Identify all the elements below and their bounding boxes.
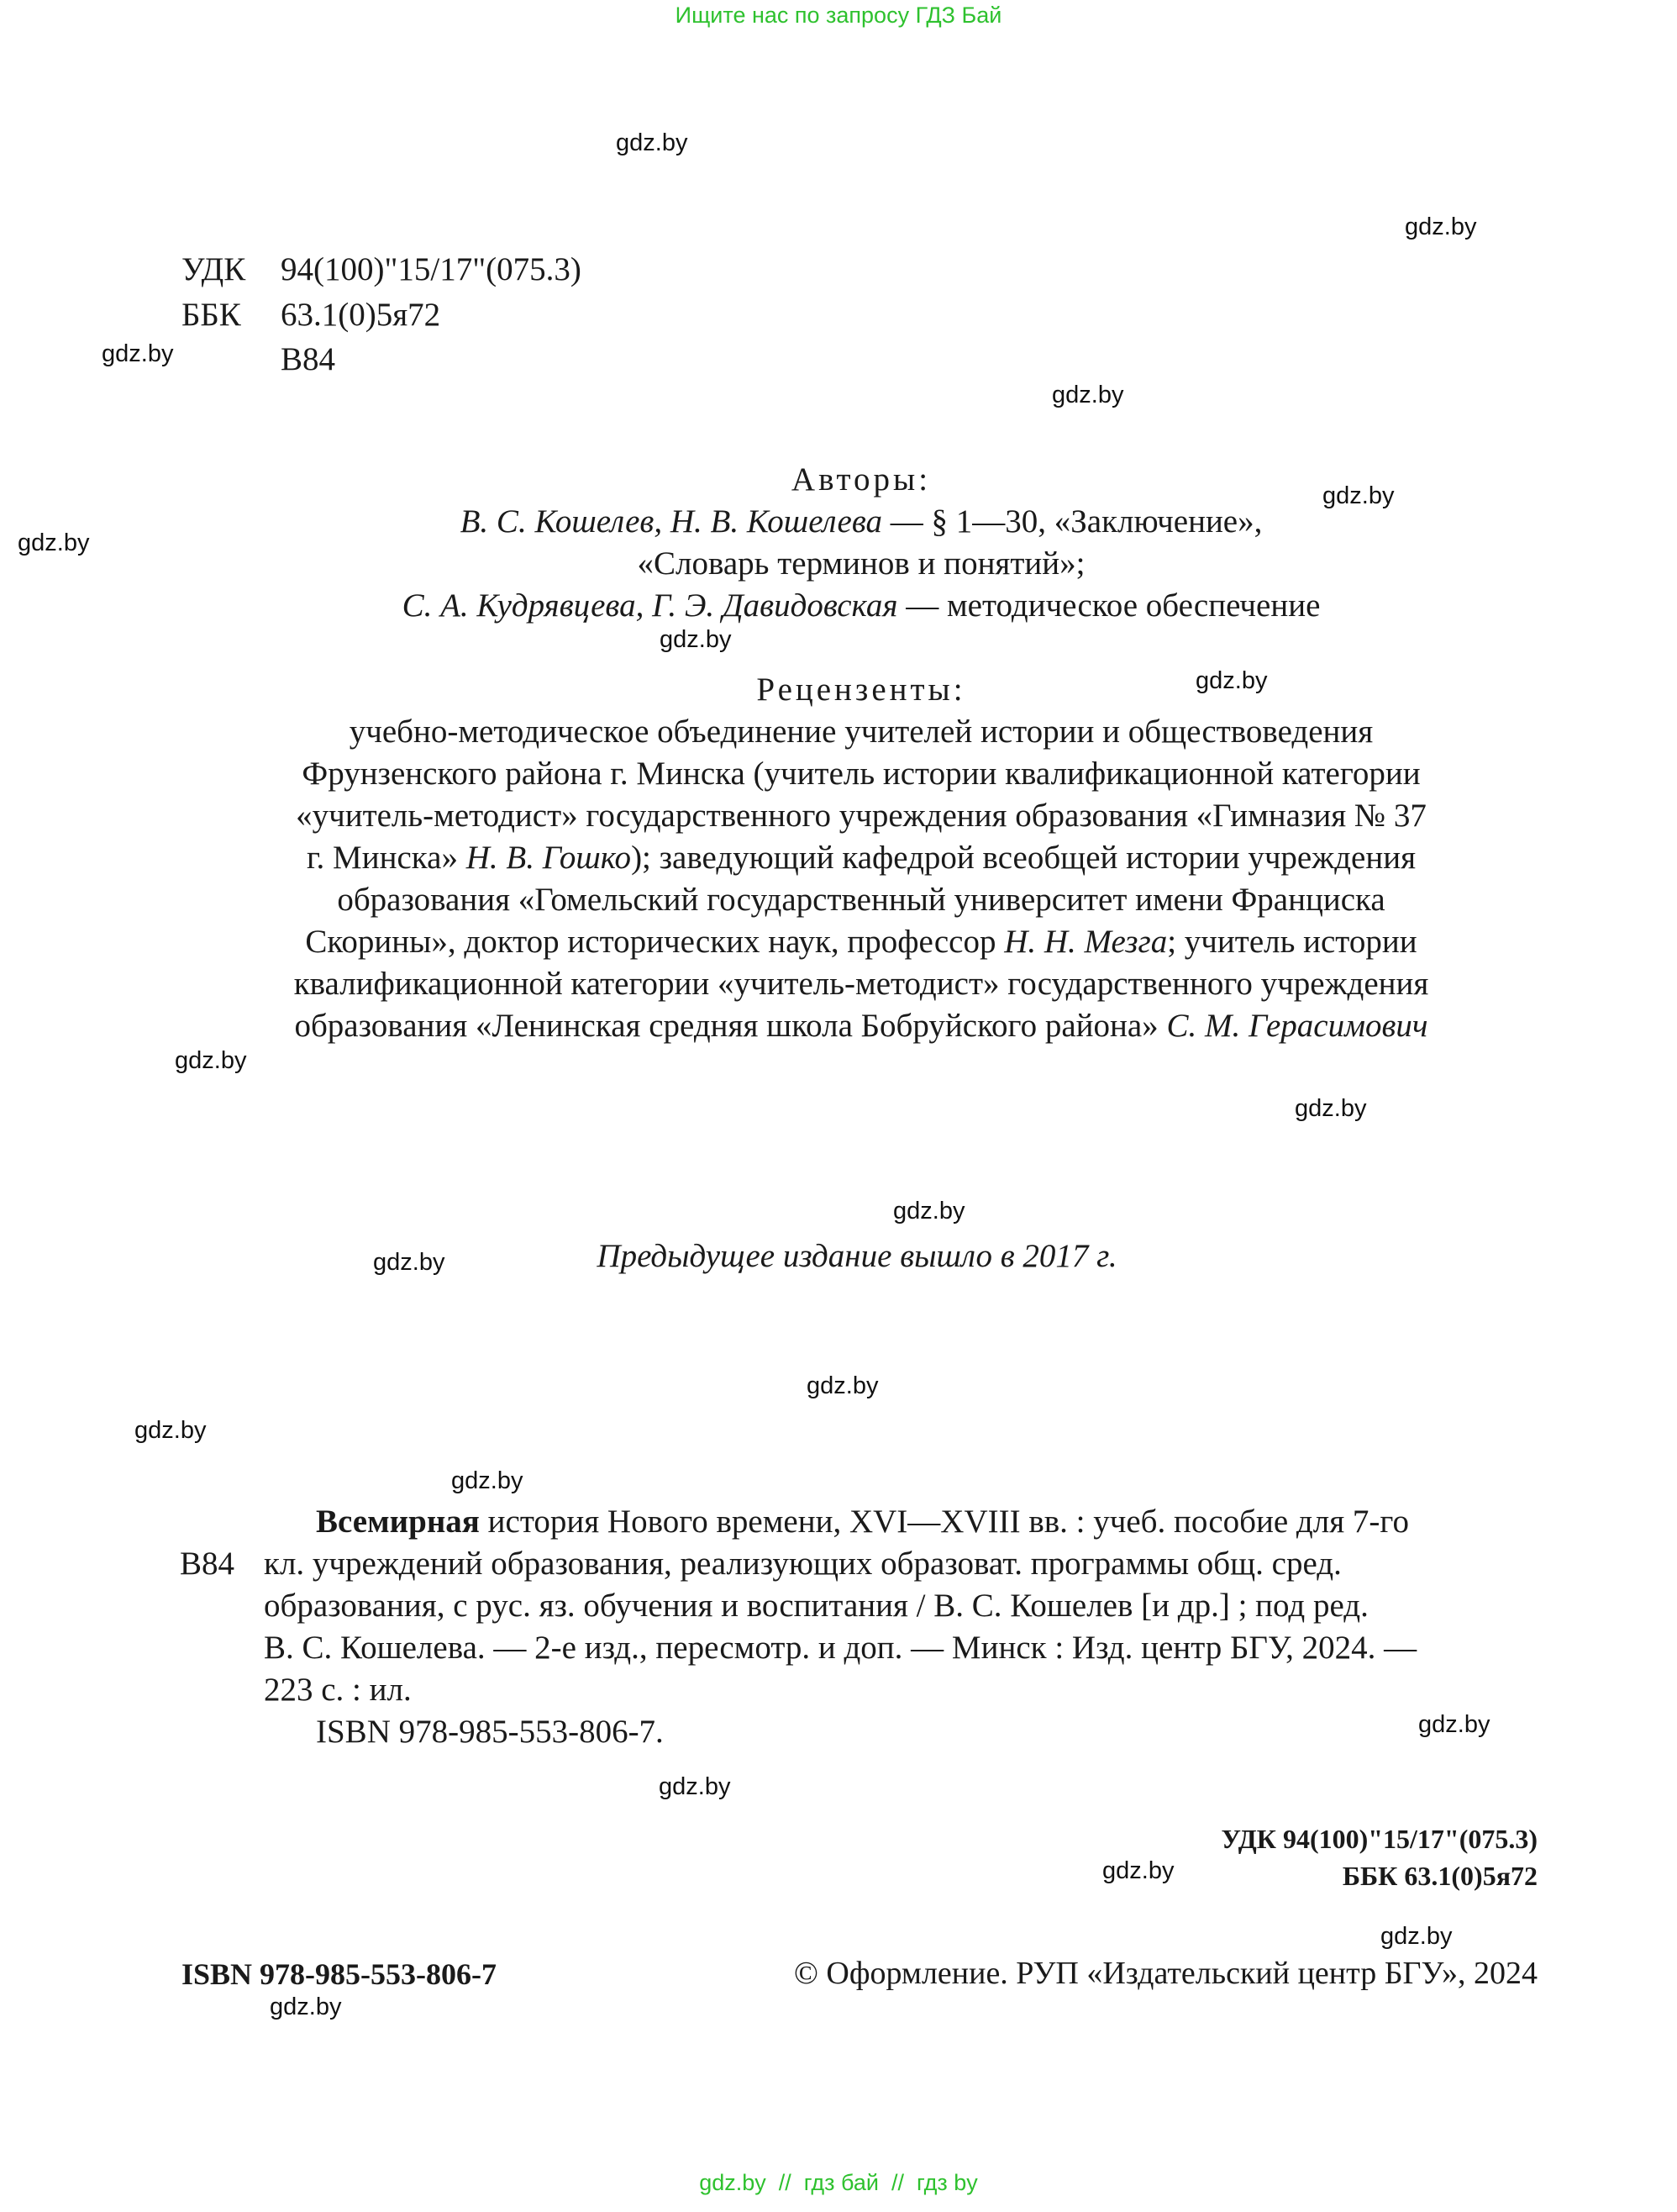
bottom-isbn: ISBN 978-985-553-806-7 [181,1957,497,1991]
authors-block [185,459,1538,627]
biblio-mark: В84 [180,1546,235,1582]
watermark: gdz.by [1322,482,1395,509]
biblio-line: В. С. Кошелева. — 2-е изд., пересмотр. и доп. — Минск : Изд. центр БГУ, 2024. — [264,1630,1417,1666]
watermark: gdz.by [807,1372,879,1399]
watermark: gdz.by [134,1417,207,1444]
bbk-label: ББК [181,297,241,333]
reviewers-text: г. Минска» [306,840,466,876]
reviewers-text: образования «Ленинская средняя школа Бобруйского района» [294,1008,1167,1044]
watermark: gdz.by [18,529,90,556]
author-names: С. А. Кудрявцева, Г. Э. Давидовская [402,587,898,624]
bottom-udk: УДК 94(100)"15/17"(075.3) [1221,1824,1538,1854]
top-banner[interactable]: Ищите нас по запросу ГДЗ Бай [675,3,1002,28]
biblio-line: кл. учреждений образования, реализующих образоват. программы общ. сред. [264,1546,1342,1582]
watermark: gdz.by [1295,1095,1367,1122]
bbk-value: 63.1(0)5я72 [281,297,441,333]
authors-heading: Авторы: [791,461,932,498]
reviewers-text: Скорины», доктор исторических наук, профессор [305,924,1005,960]
watermark: gdz.by [1102,1857,1175,1884]
authors-line [185,501,1538,543]
bottom-bbk: ББК 63.1(0)5я72 [1342,1861,1538,1891]
biblio-title: Всемирная [316,1504,480,1540]
reviewers-block [185,669,1538,1047]
authors-line [185,585,1538,627]
watermark: gdz.by [1405,213,1477,240]
reviewers-line: Фрунзенского района г. Минска (учитель истории квалификационной категории [302,756,1421,792]
authors-line: «Словарь терминов и понятий»; [637,545,1086,582]
authors-scope: — § 1—30, «Заключение», [881,503,1263,540]
watermark: gdz.by [616,129,688,156]
biblio-isbn: ISBN 978-985-553-806-7. [316,1714,664,1750]
watermark: gdz.by [1418,1711,1490,1738]
watermark: gdz.by [373,1249,445,1276]
reviewers-line [185,1005,1538,1047]
watermark: gdz.by [1196,667,1268,694]
watermark: gdz.by [175,1047,247,1074]
biblio-text: история Нового времени, XVI—XVIII вв. : учеб. пособие для 7-го [479,1504,1409,1540]
reviewers-line [185,921,1538,963]
watermark: gdz.by [451,1467,523,1494]
biblio-line [264,1501,1541,1543]
reviewers-line [185,837,1538,879]
watermark: gdz.by [659,1773,731,1800]
author-names: В. С. Кошелев, Н. В. Кошелева [460,503,882,540]
watermark: gdz.by [102,340,174,367]
bibliographic-record [264,1501,1541,1753]
udk-label: УДК [181,251,246,287]
bottom-classification [1221,1820,1538,1894]
copyright: © Оформление. РУП «Издательский центр БГУ», 2024 [794,1956,1538,1991]
reviewers-text: ; учитель истории [1167,924,1417,960]
footer-links[interactable]: gdz.by // гдз бай // гдз by [699,2170,978,2195]
reviewers-line: квалификационной категории «учитель-методист» государственного учреждения [293,966,1429,1002]
reviewers-line: «учитель-методист» государственного учреждения образования «Гимназия № 37 [296,798,1427,834]
authors-scope: — методическое обеспечение [897,587,1321,624]
biblio-line: 223 с. : ил. [264,1672,412,1708]
reviewers-heading: Рецензенты: [756,672,966,708]
reviewer-name: С. М. Герасимович [1166,1008,1428,1044]
author-mark: В84 [281,341,336,377]
watermark: gdz.by [270,1993,342,2020]
previous-edition [0,1235,1677,1277]
reviewers-line: учебно-методическое объединение учителей истории и обществоведения [349,714,1374,750]
watermark: gdz.by [660,626,732,653]
watermark: gdz.by [893,1198,965,1224]
biblio-line: образования, с рус. яз. обучения и воспитания / В. С. Кошелев [и др.] ; под ред. [264,1588,1369,1624]
reviewers-line: образования «Гомельский государственный университет имени Франциска [337,882,1385,918]
reviewer-name: Н. В. Гошко [465,840,632,876]
reviewer-name: Н. Н. Мезга [1004,924,1168,960]
watermark: gdz.by [1052,382,1124,408]
reviewers-text: ); заведующий кафедрой всеобщей истории учреждения [631,840,1417,876]
udk-value: 94(100)"15/17"(075.3) [281,251,581,287]
watermark: gdz.by [1380,1923,1453,1950]
previous-edition-text: Предыдущее издание вышло в 2017 г. [597,1238,1117,1274]
